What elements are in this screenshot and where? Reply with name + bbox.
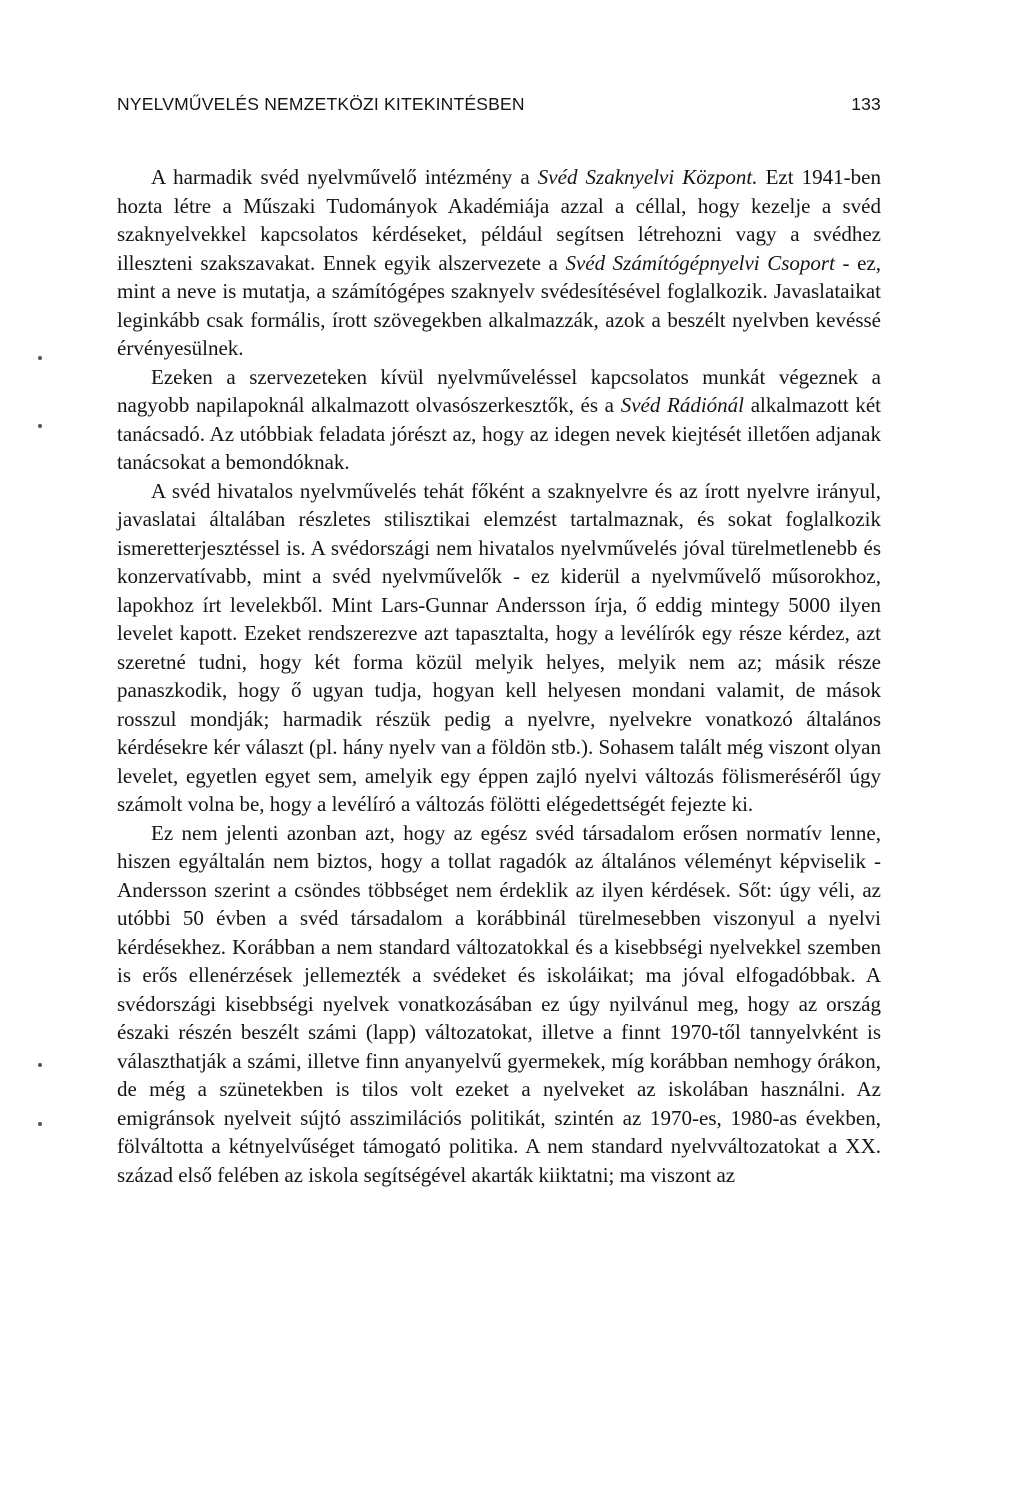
running-title: NYELVMŰVELÉS NEMZETKÖZI KITEKINTÉSBEN: [117, 94, 525, 114]
margin-speck: [38, 424, 42, 428]
body-text: [117, 163, 881, 1189]
text-run: Ezeken a szervezeteken kívül nyelvműveléssel kapcsolatos munkát végeznek a nagyobb napilapoknál alkalmazott olvasószerkesztők, és a: [117, 364, 881, 417]
margin-speck: [38, 1122, 42, 1126]
paragraph: [117, 363, 881, 477]
page-number: 133: [851, 94, 881, 114]
italic-institution-name: Svéd Rádiónál: [620, 393, 745, 417]
text-run: alkalmazott két tanácsadó. Az utóbbiak feladata jórészt az, hogy az idegen nevek kiejtését illetően adjanak tanácsokat a bemondóknak.: [117, 393, 881, 474]
paragraph: [117, 163, 881, 363]
text-run: Ezt 1941-ben hozta létre a Műszaki Tudományok Akadémiája azzal a céllal, hogy kezelje a svéd szaknyelvekkel kapcsolatos kérdéseket, például segítsen létrehozni vagy a svédhez illeszteni szakszavakat. Ennek egyik alszervezete a: [117, 165, 881, 275]
italic-institution-name: Svéd Számítógépnyelvi Csoport: [565, 250, 835, 275]
running-header: [117, 94, 881, 120]
text-run: Ez nem jelenti azonban azt, hogy az egész svéd társadalom erősen normatív lenne, hiszen egyáltalán nem biztos, hogy a tollat ragadók az általános véleményt képviselik - Andersson szerint a csöndes többséget nem érdeklik az ilyen kérdések. Sőt: úgy véli, az utóbbi 50 évben a svéd társadalom a korábbinál türelmesebben viszonyul a nyelvi kérdésekhez. Korábban a nem standard változatokkal és a kisebbségi nyelvekkel szemben is erős ellenérzések jellemezték a svédeket és iskoláikat; ma jóval elfogadóbbak. A svédországi kisebbségi nyelvek vonatkozásában ez úgy nyilvánul meg, hogy az ország északi részén beszélt számi (lapp) változatokat, illetve a finnt 1970-től tannyelvként is választhatják a számi, illetve finn anyanyelvű gyermekek, míg korábban nemhogy órákon, de még a szünetekben is tilos volt ezeket a nyelveket az iskolában használni. Az emigránsok nyelveit sújtó asszimilációs politikát, szintén az 1970-es, 1980-as években, fölváltotta a kétnyelvűséget támogató politika. A nem standard nyelvváltozatokat a XX. század első felében az iskola segítségével akarták kiiktatni; ma viszont az: [117, 820, 881, 1187]
text-run: A harmadik svéd nyelvművelő intézmény a: [151, 165, 538, 189]
text-run: A svéd hivatalos nyelvművelés tehát főként a szaknyelvre és az írott nyelvre irányul, javaslatai általában részletes stilisztikai elemzést tartalmaznak, és sokat foglalkozik ismeretterjesztéssel is. A svédországi nem hivatalos nyelvművelés jóval türelmetlenebb és konzervatívabb, mint a svéd nyelvművelők - ez kiderül a nyelvművelő műsorokhoz, lapokhoz írt levelekből. Mint Lars-Gunnar Andersson írja, ő eddig mintegy 5000 ilyen levelet kapott. Ezeket rendszerezve azt tapasztalta, hogy a levélírók egy része kérdez, azt szeretné tudni, hogy két forma közül melyik helyes, melyik nem az; másik része panaszkodik, hogy ő ugyan tudja, hogyan kell helyesen mondani valamit, de mások rosszul mondják; harmadik részük pedig a nyelvre, nyelvekre vonatkozó általános kérdésekre kér választ (pl. hány nyelv van a földön stb.). Sohasem talált még viszont olyan levelet, egyetlen egyet sem, amelyik egy éppen zajló nyelvi változás fölismeréséről úgy számolt volna be, hogy a levélíró a változás fölötti elégedettségét fejezte ki.: [117, 478, 881, 816]
paragraph: [117, 477, 881, 819]
italic-institution-name: Svéd Szaknyelvi Központ.: [537, 165, 758, 189]
paragraph: [117, 819, 881, 1190]
margin-speck: [38, 356, 42, 360]
margin-speck: [38, 1063, 42, 1067]
book-page: [117, 94, 881, 1189]
text-run: - ez, mint a neve is mutatja, a számítógépes szaknyelv svédesítésével foglalkozik. Javaslataikat leginkább csak formális, írott szövegekben alkalmazzák, azok a beszélt nyelvben kevéssé érvényesülnek.: [117, 250, 881, 360]
